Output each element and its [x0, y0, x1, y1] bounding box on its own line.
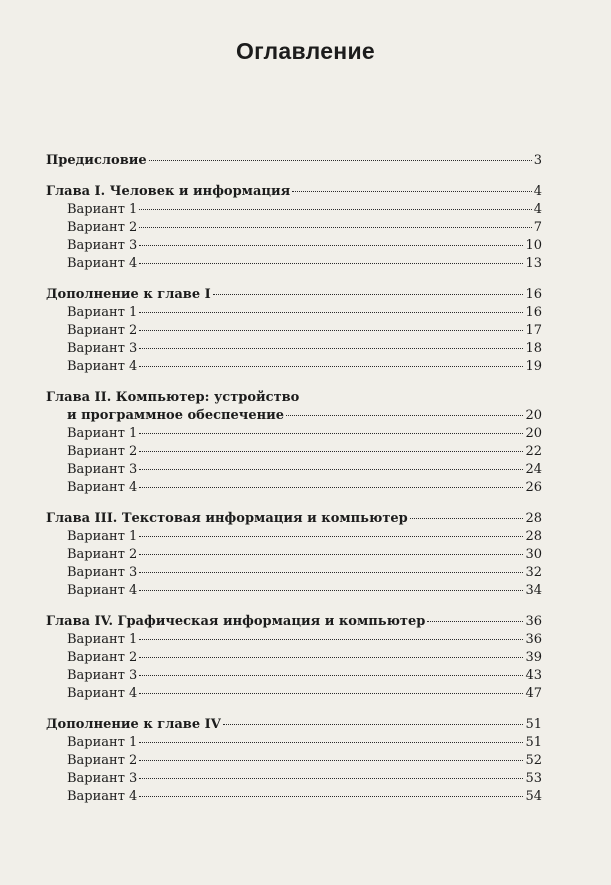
toc-page-number: 16 [525, 287, 542, 302]
toc-page-number: 30 [525, 547, 542, 562]
toc-page-number: 53 [525, 771, 542, 786]
toc-entry-label: Глава III. Текстовая информация и компьютер [46, 511, 408, 526]
toc-chapter-entry[interactable] [46, 510, 542, 528]
toc-subentry[interactable] [46, 237, 542, 255]
toc-subentry[interactable] [46, 255, 542, 273]
dot-leader [139, 209, 531, 210]
toc-page-number: 22 [525, 444, 542, 459]
toc-page-number: 3 [533, 153, 542, 168]
toc-page-number: 34 [525, 583, 542, 598]
dot-leader [410, 518, 524, 519]
dot-leader [139, 536, 523, 537]
toc-entry-label: Вариант 2 [67, 547, 138, 562]
dot-leader [139, 245, 523, 246]
toc-page-number: 4 [533, 202, 542, 217]
toc-entry-label: Дополнение к главе I [46, 287, 211, 302]
toc-entry[interactable] [46, 152, 542, 170]
dot-leader [149, 160, 532, 161]
toc-entry-label: Вариант 1 [67, 305, 138, 320]
toc-chapter-entry-line1[interactable] [46, 389, 542, 407]
toc-section [46, 286, 542, 376]
toc-entry-label: Вариант 3 [67, 771, 138, 786]
toc-page-number: 52 [525, 753, 542, 768]
dot-leader [139, 487, 523, 488]
toc-subentry[interactable] [46, 479, 542, 497]
toc-subentry[interactable] [46, 752, 542, 770]
toc-entry-label: Глава IV. Графическая информация и компьютер [46, 614, 426, 629]
dot-leader [139, 312, 523, 313]
toc-subentry[interactable] [46, 788, 542, 806]
dot-leader [139, 366, 523, 367]
toc-entry-label: Вариант 4 [67, 686, 138, 701]
toc-subentry[interactable] [46, 649, 542, 667]
dot-leader [139, 742, 523, 743]
dot-leader [139, 554, 523, 555]
toc-page-number: 28 [525, 511, 542, 526]
toc-entry-label: Вариант 3 [67, 341, 138, 356]
toc-subentry[interactable] [46, 443, 542, 461]
toc-page-number: 4 [533, 184, 542, 199]
toc-subentry[interactable] [46, 340, 542, 358]
dot-leader [139, 451, 523, 452]
dot-leader [139, 227, 531, 228]
toc-page-number: 51 [525, 735, 542, 750]
toc-entry-label: Вариант 1 [67, 529, 138, 544]
toc-entry-label: Вариант 3 [67, 238, 138, 253]
dot-leader [139, 796, 523, 797]
toc-page-number: 18 [525, 341, 542, 356]
toc-entry-label: Вариант 1 [67, 735, 138, 750]
toc-subentry[interactable] [46, 685, 542, 703]
toc-section [46, 716, 542, 806]
toc-subentry[interactable] [46, 770, 542, 788]
toc-chapter-entry[interactable] [46, 183, 542, 201]
toc-subentry[interactable] [46, 546, 542, 564]
toc-entry-label: Вариант 2 [67, 753, 138, 768]
dot-leader [139, 433, 523, 434]
dot-leader [139, 572, 523, 573]
dot-leader [139, 590, 523, 591]
dot-leader [292, 191, 531, 192]
toc-page-number: 36 [525, 632, 542, 647]
toc-subentry[interactable] [46, 461, 542, 479]
dot-leader [139, 263, 523, 264]
toc-subentry[interactable] [46, 528, 542, 546]
toc-entry-label: Вариант 4 [67, 480, 138, 495]
toc-page-number: 7 [533, 220, 542, 235]
toc-subentry[interactable] [46, 667, 542, 685]
dot-leader [139, 639, 523, 640]
toc-page-number: 54 [525, 789, 542, 804]
toc-page-number: 47 [525, 686, 542, 701]
toc-chapter-entry[interactable] [46, 613, 542, 631]
toc-section [46, 510, 542, 600]
toc-page-number: 10 [525, 238, 542, 253]
toc-entry-label: и программное обеспечение [67, 408, 285, 423]
dot-leader [286, 415, 523, 416]
toc-entry-label: Вариант 2 [67, 650, 138, 665]
toc-subentry[interactable] [46, 304, 542, 322]
toc-entry-label: Вариант 2 [67, 444, 138, 459]
toc-page-number: 19 [525, 359, 542, 374]
dot-leader [427, 621, 523, 622]
toc-page-number: 24 [525, 462, 542, 477]
toc-entry-label: Вариант 4 [67, 359, 138, 374]
toc-entry-label: Дополнение к главе IV [46, 717, 221, 732]
toc-entry-label: Глава II. Компьютер: устройство [46, 390, 300, 405]
dot-leader [139, 675, 523, 676]
toc-subentry[interactable] [46, 631, 542, 649]
toc-entry-label: Вариант 3 [67, 565, 138, 580]
toc-section [46, 389, 542, 497]
toc-page-number: 20 [525, 408, 542, 423]
toc-entry-label: Вариант 4 [67, 583, 138, 598]
dot-leader [139, 330, 523, 331]
toc-entry-label: Вариант 4 [67, 789, 138, 804]
toc-entry-label: Вариант 1 [67, 202, 138, 217]
dot-leader [139, 469, 523, 470]
toc-page-number: 26 [525, 480, 542, 495]
table-of-contents [46, 152, 542, 819]
toc-entry-label: Вариант 4 [67, 256, 138, 271]
dot-leader [223, 724, 524, 725]
toc-section [46, 613, 542, 703]
toc-subentry[interactable] [46, 358, 542, 376]
toc-page-number: 13 [525, 256, 542, 271]
toc-chapter-entry[interactable] [46, 716, 542, 734]
toc-subentry[interactable] [46, 734, 542, 752]
dot-leader [139, 760, 523, 761]
toc-page-number: 20 [525, 426, 542, 441]
toc-entry-label: Глава I. Человек и информация [46, 184, 291, 199]
toc-entry-label: Вариант 3 [67, 462, 138, 477]
dot-leader [139, 657, 523, 658]
toc-page-number: 16 [525, 305, 542, 320]
toc-chapter-entry[interactable] [46, 286, 542, 304]
toc-entry-label: Вариант 2 [67, 323, 138, 338]
toc-page-number: 43 [525, 668, 542, 683]
dot-leader [139, 778, 523, 779]
toc-page-number: 51 [525, 717, 542, 732]
toc-entry-label: Вариант 1 [67, 426, 138, 441]
toc-page-number: 17 [525, 323, 542, 338]
toc-page-number: 28 [525, 529, 542, 544]
page-title: Оглавление [235, 38, 376, 64]
toc-page-number: 36 [525, 614, 542, 629]
toc-subentry[interactable] [46, 219, 542, 237]
toc-subentry[interactable] [46, 201, 542, 219]
dot-leader [139, 693, 523, 694]
dot-leader [213, 294, 524, 295]
toc-subentry[interactable] [46, 322, 542, 340]
toc-preface [46, 152, 542, 170]
toc-entry-label: Вариант 1 [67, 632, 138, 647]
toc-chapter-entry[interactable] [46, 407, 542, 425]
dot-leader [139, 348, 523, 349]
toc-subentry[interactable] [46, 564, 542, 582]
toc-entry-label: Вариант 2 [67, 220, 138, 235]
toc-page-number: 32 [525, 565, 542, 580]
toc-entry-label: Вариант 3 [67, 668, 138, 683]
toc-page-number: 39 [525, 650, 542, 665]
toc-subentry[interactable] [46, 425, 542, 443]
toc-section [46, 183, 542, 273]
toc-subentry[interactable] [46, 582, 542, 600]
toc-entry-label: Предисловие [46, 153, 147, 168]
